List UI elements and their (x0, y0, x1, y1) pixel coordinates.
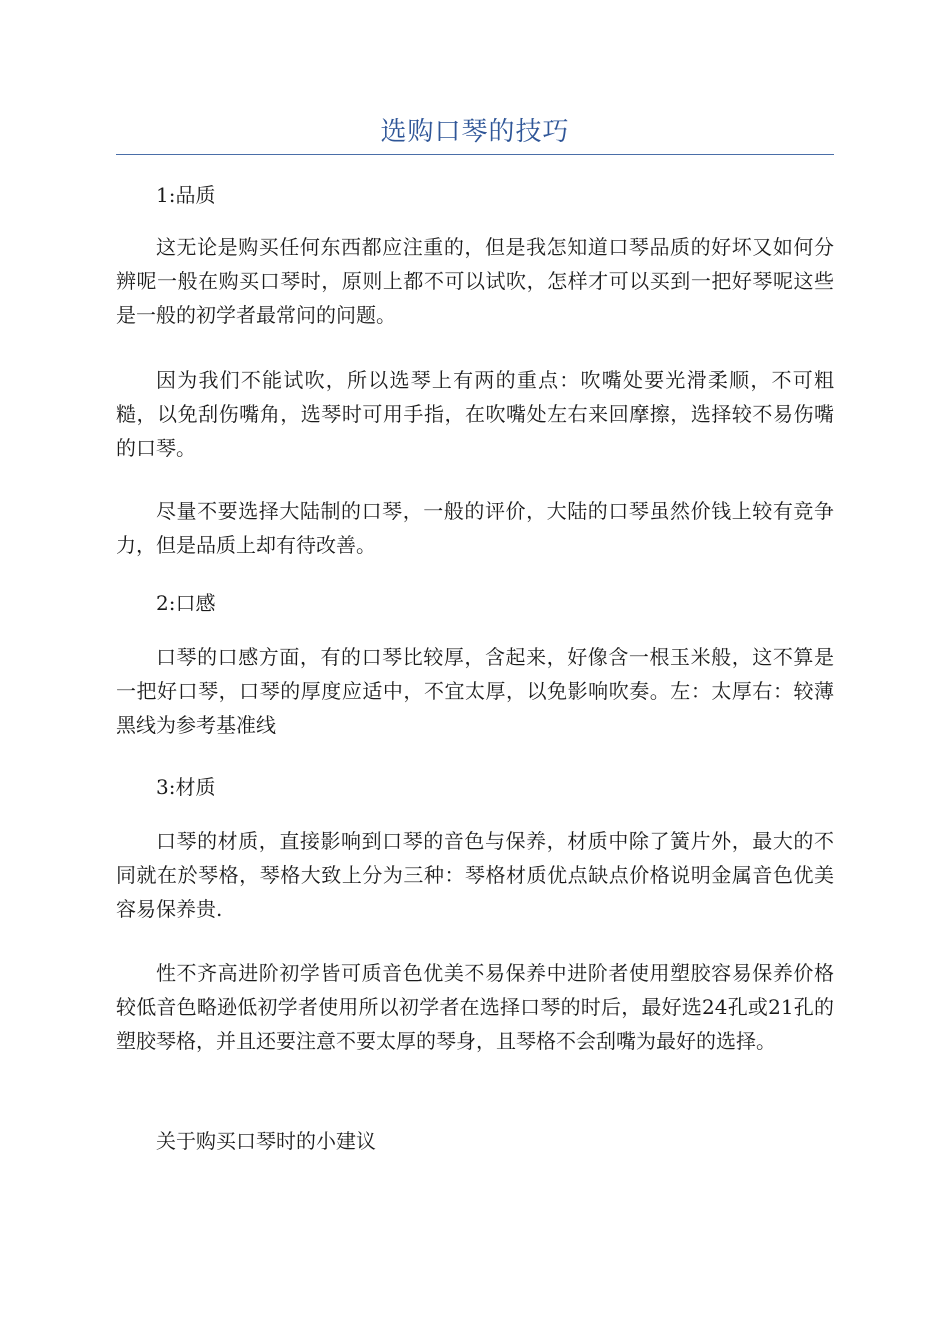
heading-buying-tips: 关于购买口琴时的小建议 (156, 1129, 376, 1153)
document-title: 选购口琴的技巧 (380, 117, 570, 147)
paragraph-quality-intro: 这无论是购买任何东西都应注重的，但是我怎知道口琴品质的好坏又如何分辨呢一般在购买口琴时，原则上都不可以试吹，怎样才可以买到一把好琴呢这些是一般的初学者最常问的问题。 (116, 235, 834, 327)
paragraph-mainland: 尽量不要选择大陆制的口琴，一般的评价，大陆的口琴虽然价钱上较有竞争力，但是品质上却有待改善。 (116, 499, 834, 557)
title-underline (116, 154, 834, 155)
paragraph-comb-types: 性不齐高进阶初学皆可质音色优美不易保养中进阶者使用塑胶容易保养价格较低音色略逊低初学者使用所以初学者在选择口琴的时后，最好选24孔或21孔的塑胶琴格，并且还要注意不要太厚的琴身，且琴格不会刮嘴为最好的选择。 (116, 961, 834, 1053)
paragraph-material: 口琴的材质，直接影响到口琴的音色与保养，材质中除了簧片外，最大的不同就在於琴格，琴格大致上分为三种：琴格材质优点缺点价格说明金属音色优美容易保养贵. (116, 829, 834, 921)
heading-quality: 1:品质 (156, 183, 216, 207)
heading-material: 3:材质 (156, 775, 216, 799)
paragraph-mouthfeel: 口琴的口感方面，有的口琴比较厚，含起来，好像含一根玉米般，这不算是一把好口琴，口琴的厚度应适中，不宜太厚，以免影响吹奏。左：太厚右：较薄黑线为参考基准线 (116, 645, 834, 737)
paragraph-mouthpiece: 因为我们不能试吹，所以选琴上有两的重点：吹嘴处要光滑柔顺，不可粗糙，以免刮伤嘴角，选琴时可用手指，在吹嘴处左右来回摩擦，选择较不易伤嘴的口琴。 (116, 368, 834, 460)
heading-mouthfeel: 2:口感 (156, 591, 216, 615)
